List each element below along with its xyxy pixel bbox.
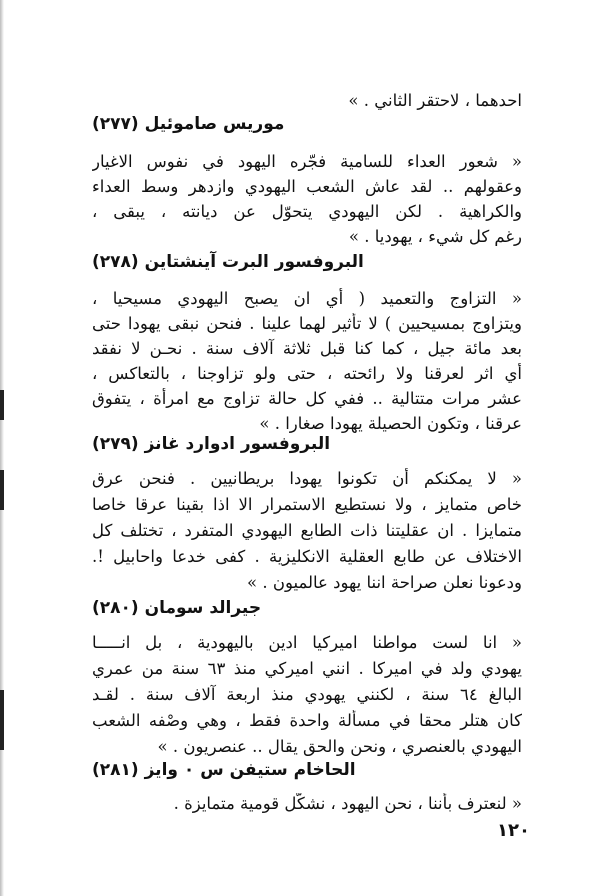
page-number: ١٢٠ [497,820,530,841]
quote-line: « شعور العداء للسامية فجّره اليهود في نفوس الاغيار [92,152,522,171]
scan-mark [0,690,4,750]
quote-line: كان هتلر محقا في مسألة واحدة فقط ، وهي وصْفه الشعب [92,711,522,730]
quote-line: « التزاوج والتعميد ( أي ان يصبح اليهودي مسيحيا ، [92,289,522,308]
quote-line: « لا يمكنكم أن تكونوا يهودا بريطانيين . فنحن عرق [92,469,522,488]
quote-line: بعد مائة جيل ، كما كنا قبل ثلاثة آلاف سنة . نحـن لا نفقد [92,339,522,358]
quote-line: اليهودي بالعنصري ، ونحن والحق يقال .. عنصريون . » [157,737,522,756]
quote-line: « لنعترف بأننا ، نحن اليهود ، نشكّل قومية متمايزة . [173,794,522,813]
quote-line: رغم كل شيء ، يهوديا . » [348,227,522,246]
quote-line: وعقولهم .. لقد عاش الشعب اليهودي وازدهر وسط العداء [92,177,522,196]
intro-line: احدهما ، لاحتقر الثاني . » [348,91,522,110]
entry-title-text: موريس صاموئيل (٢٧٧) [92,114,285,134]
quote-line: والكراهية . لكن اليهودي يتحوّل عن ديانته ، يبقى ، [92,202,522,221]
quote-line: « انا لست مواطنا اميركيا ادين باليهودية ، بل انـــــا [92,633,522,652]
quote-line: البالغ ٦٤ سنة ، لكنني يهودي منذ اربعة آلاف سنة . لقـد [92,685,522,704]
quote-line: عشر مرات متتالية .. ففي كل حالة تزاوج مع امرأة ، يتفوق [92,389,522,408]
quote-line: ودعونا نعلن صراحة اننا يهود عالميون . » [247,573,522,592]
scan-mark [0,470,4,510]
entry-title [92,112,524,136]
entry-title-text: الحاخام ستيفن س ٠ وايز (٢٨١) [92,760,356,780]
quote-line: أي اثر لعرقنا ولا رائحته ، حتى ولو تزاوجنا ، بالتعاكس ، [92,364,522,383]
entry-title-text: البروفسور البرت آينشتاين (٢٧٨) [92,252,364,272]
entry-title-text: جيرالد سومان (٢٨٠) [92,598,262,618]
entry-title [92,758,524,782]
entry-title [92,432,524,456]
entry-title [92,250,524,274]
scan-mark [0,390,4,420]
entry-title-text: البروفسور ادوارد غانز (٢٧٩) [92,434,331,454]
quote-line: خاص متمايز ، ولا نستطيع الاستمرار الا اذا بقينا عرقا خاصا [92,495,522,514]
quote-line: عرقنا ، وتكون الحصيلة يهودا صغارا . » [259,414,522,433]
quote-line: يهودي ولد في اميركا . انني اميركي منذ ٦٣ سنة من عمري [92,659,522,678]
entry-title [92,596,524,620]
binding-shadow [0,0,4,896]
quote-line: الاختلاف عن طابع العقلية الانكليزية . كفى خدعا واحابيل !. [92,547,522,566]
quote-line: متمايزا . ان عقليتنا ذات الطابع اليهودي المتفرد ، تختلف كل [92,521,522,540]
quote-line: ويتزاوج بمسيحيين ) لا تأثير لهما علينا . فنحن نبقى يهودا حتى [92,314,522,333]
